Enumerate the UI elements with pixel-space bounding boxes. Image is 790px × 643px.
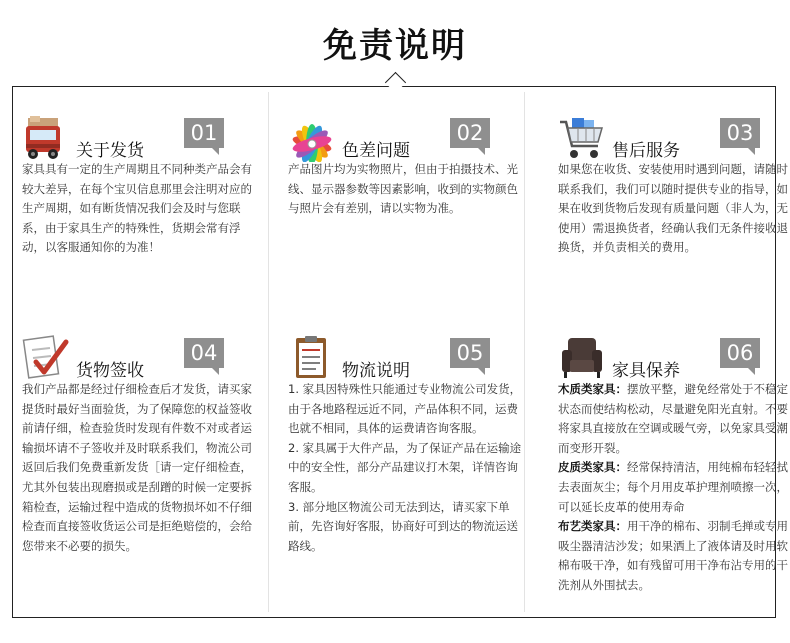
logistics-item: 1. 家具因特殊性只能通过专业物流公司发货，由于各地路程远近不同，产品体积不同，运费也就不相同，具体的运费请咨询客服。 <box>288 382 522 436</box>
care-item <box>558 517 790 595</box>
section-text <box>558 380 790 596</box>
care-item <box>558 380 790 458</box>
logistics-item: 3. 部分地区物流公司无法到达，请买家下单前，先咨询好客服，协商好可到达的物流运送路线。 <box>288 499 518 553</box>
care-text: 用干净的棉布、羽制毛掸或专用吸尘器清洁沙发；如果洒上了液体请及时用软棉布吸干净，如有残留可用干净布沾专用的干洗剂从外围拭去。 <box>558 519 788 592</box>
section-number-badge: 02 <box>450 118 490 148</box>
checklist-icon <box>22 334 70 382</box>
section-text: 产品图片均为实物照片，但由于拍摄技术、光线、显示器参数等因素影响，收到的实物颜色与照片会有差别，请以实物为准。 <box>288 162 518 216</box>
page-title: 免责说明 <box>323 26 467 66</box>
section-heading: 售后服务 <box>612 141 680 161</box>
section-text: 如果您在收货、安装使用时遇到问题，请随时联系我们，我们可以随时提供专业的指导，如果在收到货物后发现有质量问题（非人为，无使用）需退换货者，经确认我们无条件接收退换货，并负责相关的费用。 <box>558 162 788 255</box>
armchair-icon <box>558 334 606 382</box>
care-label: 布艺类家具： <box>558 519 627 534</box>
section-heading: 物流说明 <box>342 361 410 381</box>
care-text: 摆放平整，避免经常处于不稳定状态而使结构松动，尽量避免阳光直射。不要将家具直接放在空调或暖气旁，以免家具受潮而变形开裂。 <box>558 382 788 455</box>
section-text: 我们产品都是经过仔细检查后才发货，请买家提货时最好当面验货，为了保障您的权益签收前请仔细，检查验货时发现有件数不对或者运输损坏请不子签收并及时联系我们，物流公司返回后我们免费重新发货［请一定仔细检查，尤其外包装出现磨损或是刮蹭的时候一定要拆箱检查，运输过程中造成的货物损坏如不仔细检查而直接签收货运公司是拒绝赔偿的，会给您带来不必要的损失。 <box>22 382 252 553</box>
section-number-badge: 06 <box>720 338 760 368</box>
section-text: 家具具有一定的生产周期且不同种类产品会有较大差异，在每个宝贝信息那里会注明对应的生产周期，如有断货情况我们会及时与您联系，由于家具生产的特殊性，货期会常有浮动，以客服通知你的为准！ <box>22 162 252 255</box>
section-heading: 色差问题 <box>342 141 410 161</box>
section-text <box>288 380 528 556</box>
section-number-badge: 04 <box>184 338 224 368</box>
section-number-badge: 05 <box>450 338 490 368</box>
delivery-truck-icon <box>22 114 70 162</box>
care-label: 皮质类家具： <box>558 460 627 475</box>
section-heading: 家具保养 <box>612 361 680 381</box>
section-number-badge: 01 <box>184 118 224 148</box>
section-heading: 关于发货 <box>76 141 144 161</box>
color-fan-icon <box>288 114 336 162</box>
logistics-item: 2. 家具属于大件产品，为了保证产品在运输途中的安全性，部分产品建议打木架，详情咨询客服。 <box>288 440 522 494</box>
care-text: 经常保持清洁，用纯棉布轻轻拭去表面灰尘；每个月用皮革护理剂喷擦一次，可以延长皮革的使用寿命 <box>558 460 788 514</box>
care-item <box>558 458 790 517</box>
section-heading: 货物签收 <box>76 361 144 381</box>
clipboard-icon <box>288 334 336 382</box>
shopping-cart-icon <box>558 114 606 162</box>
section-number-badge: 03 <box>720 118 760 148</box>
column-divider <box>268 92 269 612</box>
care-label: 木质类家具： <box>558 382 627 396</box>
